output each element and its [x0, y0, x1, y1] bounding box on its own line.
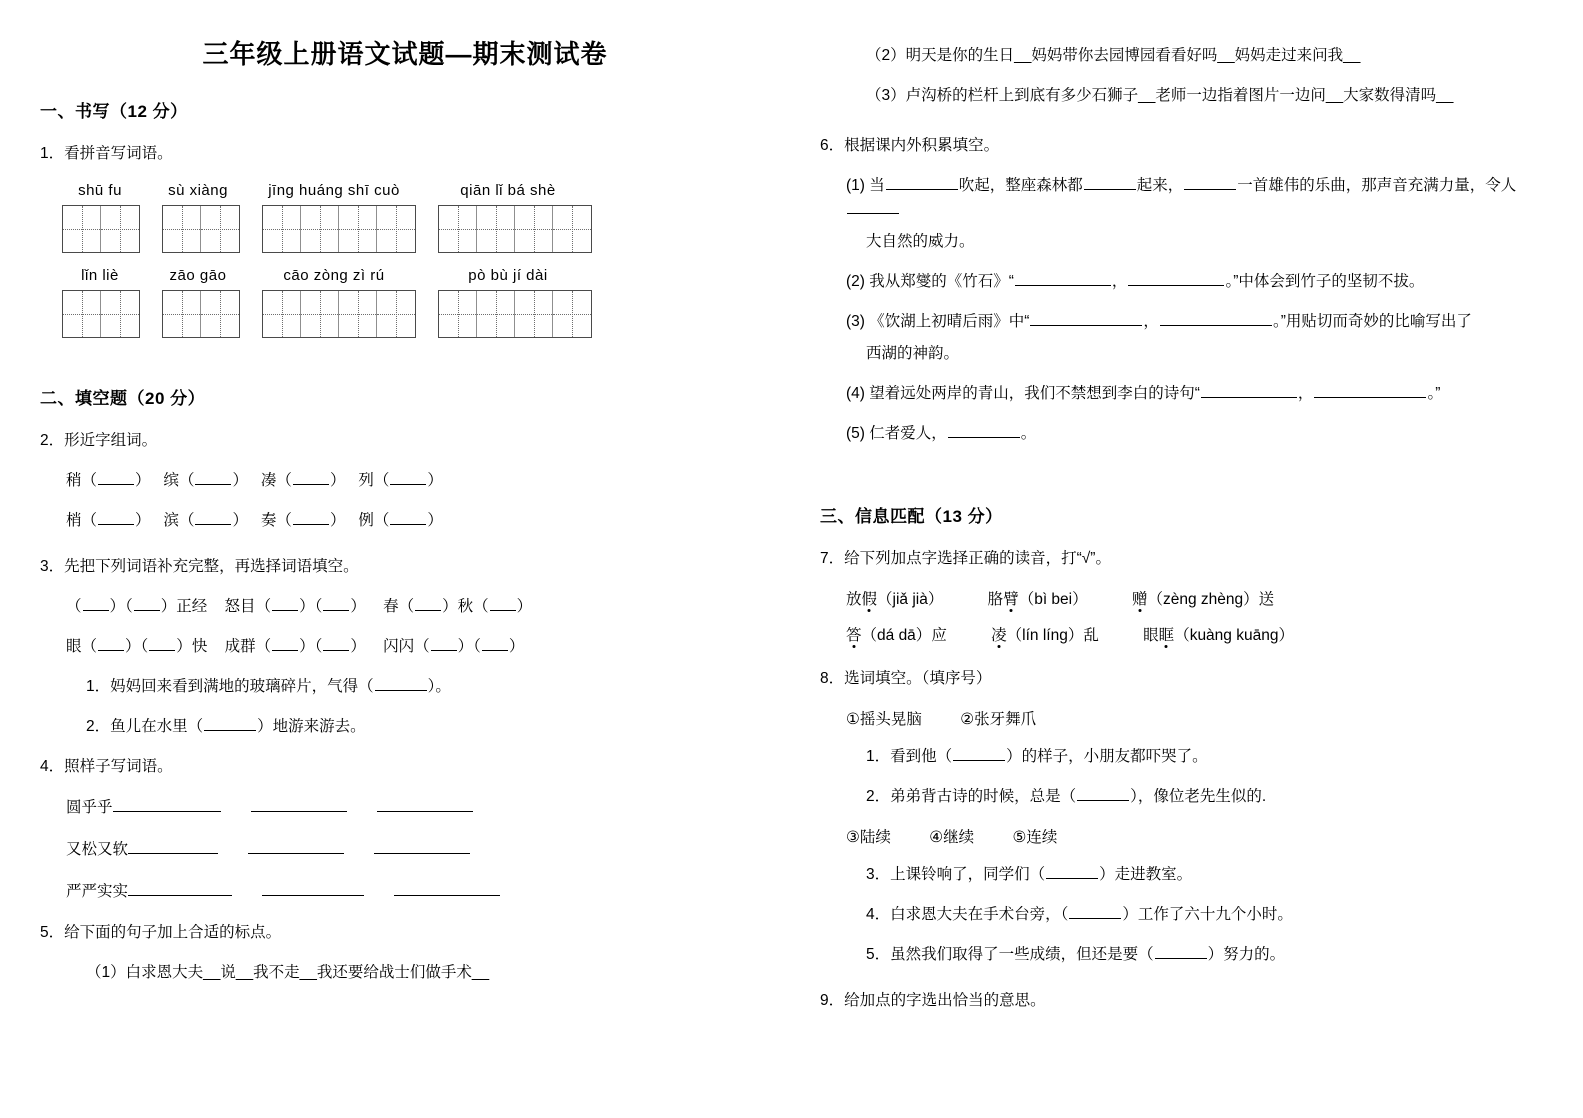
tianzige-box[interactable] — [262, 205, 416, 253]
answer-blank[interactable] — [98, 509, 134, 525]
idiom-fragment: 闪闪 — [383, 638, 415, 656]
answer-blank[interactable] — [1128, 270, 1224, 286]
tianzige-box[interactable] — [62, 205, 140, 253]
tianzige-cell[interactable] — [163, 291, 201, 337]
left-column — [40, 0, 740, 1001]
sentence-text: 。” — [1427, 385, 1441, 403]
question-6-item-3 — [820, 310, 1560, 334]
tianzige-cell[interactable] — [301, 291, 339, 337]
question-3-idioms-line-1: （ ）（ ）正经 怒目（ ）（ ） 春（ ）秋（ ） — [40, 595, 740, 619]
tianzige-cell[interactable] — [301, 206, 339, 252]
sentence-text: 3．上课铃响了，同学们（ — [866, 866, 1046, 884]
answer-blank[interactable] — [248, 839, 344, 854]
sentence-text: ）的样子，小朋友都吓哭了。 — [1006, 748, 1208, 766]
tianzige-cell[interactable] — [263, 206, 301, 252]
writing-grid-row-2[interactable] — [40, 290, 740, 338]
sentence-text: (5) 仁者爱人， — [846, 425, 947, 443]
answer-blank[interactable] — [293, 469, 329, 485]
question-7-row-2 — [820, 623, 1560, 645]
tianzige-box[interactable] — [262, 290, 416, 338]
pinyin-label: lǐn liè — [81, 267, 119, 285]
question-5-stem: 5．给下面的句子加上合适的标点。 — [40, 924, 282, 942]
char-label: 奏 — [260, 512, 277, 530]
answer-blank[interactable] — [272, 635, 298, 651]
question-8-sentence-4 — [820, 903, 1560, 927]
pronunciation-choice[interactable] — [1132, 591, 1274, 608]
question-2-stem: 2．形近字组词。 — [40, 432, 158, 450]
idiom-fragment: 眼 — [66, 638, 82, 656]
answer-blank[interactable] — [323, 635, 349, 651]
answer-blank[interactable] — [482, 635, 508, 651]
writing-grid-row-1[interactable] — [40, 205, 740, 253]
answer-blank[interactable] — [375, 675, 427, 691]
char-label: 例 — [358, 512, 374, 530]
tianzige-box[interactable] — [162, 205, 240, 253]
sentence-text: 1．看到他（ — [866, 748, 953, 766]
tianzige-cell[interactable] — [439, 206, 477, 252]
sentence-text: (1) 当 — [846, 177, 885, 195]
question-4-sample-row-2 — [40, 837, 740, 859]
sentence-text: 1．妈妈回来看到满地的玻璃碎片，气得（ — [86, 678, 374, 696]
pinyin-options[interactable]: （bì bei） — [1018, 591, 1088, 609]
idiom-fragment: 快 — [191, 638, 208, 656]
page-title: 三年级上册语文试题—期末测试卷 — [202, 39, 608, 69]
sample-word: 又松又软 — [66, 841, 129, 859]
section-heading-3: 三、信息匹配（13 分） — [820, 507, 1003, 527]
tianzige-cell[interactable] — [553, 206, 591, 252]
dotted-char: 假 — [862, 587, 878, 609]
question-8-sentence-5 — [820, 943, 1560, 967]
question-8-sentence-2 — [820, 785, 1560, 809]
question-6-item-5 — [820, 422, 1560, 446]
sentence-text: (4) 望着远处两岸的青山，我们不禁想到李白的诗句“ — [846, 385, 1200, 403]
sentence-text: ）。 — [427, 678, 451, 696]
question-2-line-1: 稍（ ） 缤（ ） 凑（ ） 列（ ） — [40, 469, 740, 493]
tianzige-box[interactable] — [438, 290, 592, 338]
sample-word: 严严实实 — [66, 883, 129, 901]
question-6-item-3-cont: 西湖的神韵。 — [866, 345, 960, 363]
idiom-fragment: 正经 — [176, 598, 208, 616]
char-label: 滨 — [163, 512, 179, 530]
section-heading-2: 二、填空题（20 分） — [40, 389, 206, 409]
idiom-fragment: 秋 — [457, 598, 474, 616]
answer-blank[interactable] — [128, 839, 218, 854]
sentence-text: 2．鱼儿在水里（ — [86, 718, 204, 736]
answer-blank[interactable] — [490, 595, 516, 611]
tianzige-cell[interactable] — [201, 206, 239, 252]
sentence-text: 。”用贴切而奇妙的比喻写出了 — [1272, 313, 1472, 331]
sentence-text: 吹起，整座森林都 — [958, 177, 1083, 195]
tianzige-cell[interactable] — [439, 291, 477, 337]
section-heading-1: 一、书写（12 分） — [40, 102, 188, 121]
tianzige-cell[interactable] — [263, 291, 301, 337]
sentence-text: ）走进教室。 — [1099, 866, 1193, 884]
answer-blank[interactable] — [128, 881, 232, 896]
answer-blank[interactable] — [149, 635, 175, 651]
pinyin-label: cāo zòng zì rú — [283, 267, 385, 285]
dotted-char: 臂 — [1003, 587, 1019, 609]
sentence-text: ）地游来游去。 — [257, 718, 366, 736]
answer-blank[interactable] — [195, 509, 231, 525]
char-label: 梢 — [66, 512, 82, 530]
tianzige-cell[interactable] — [515, 291, 553, 337]
pinyin-label: sù xiàng — [168, 182, 228, 200]
answer-blank[interactable] — [1046, 864, 1098, 880]
tianzige-cell[interactable] — [515, 206, 553, 252]
answer-blank[interactable] — [847, 198, 899, 214]
question-3-sentence-2 — [40, 715, 740, 739]
question-6-item-1-cont: 大自然的威力。 — [866, 233, 975, 251]
tianzige-cell[interactable] — [477, 291, 515, 337]
answer-blank[interactable] — [1077, 786, 1129, 802]
char-label: 稍 — [66, 472, 82, 490]
answer-blank[interactable] — [1314, 382, 1426, 398]
answer-blank[interactable] — [390, 509, 426, 525]
tianzige-cell[interactable] — [101, 206, 139, 252]
question-8-sentence-3 — [820, 863, 1560, 887]
tianzige-cell[interactable] — [63, 206, 101, 252]
answer-blank[interactable] — [1084, 174, 1136, 190]
idiom-fragment: 春 — [383, 598, 399, 616]
answer-blank[interactable] — [323, 595, 349, 611]
answer-blank[interactable] — [195, 469, 231, 485]
pinyin-options[interactable]: （zèng zhèng） — [1147, 591, 1259, 609]
answer-blank[interactable] — [374, 839, 470, 854]
dotted-char: 赠 — [1132, 587, 1148, 609]
question-8-options-group-a — [820, 707, 1560, 729]
question-5-item-1: （1）白求恩大夫__说__我不走__我还要给战士们做手术__ — [86, 964, 490, 982]
tianzige-cell[interactable] — [339, 206, 377, 252]
question-6-item-4 — [820, 382, 1560, 406]
question-4-stem: 4．照样子写词语。 — [40, 758, 173, 776]
pronunciation-choice[interactable] — [991, 627, 1099, 644]
pinyin-label: shū fu — [78, 182, 122, 200]
question-8-stem: 8．选词填空。（填序号） — [820, 670, 992, 688]
answer-blank[interactable] — [886, 174, 958, 190]
char-label: 应 — [931, 627, 947, 645]
sentence-text: 4．白求恩大夫在手术台旁，（ — [866, 906, 1069, 924]
sentence-text: 5．虽然我们取得了一些成绩，但还是要（ — [866, 946, 1154, 964]
question-7-row-1 — [820, 587, 1560, 609]
option-item[interactable]: ②张牙舞爪 — [960, 711, 1037, 729]
question-7-stem: 7．给下列加点字选择正确的读音，打“√”。 — [820, 550, 1111, 568]
char-label: 送 — [1258, 591, 1275, 609]
answer-blank[interactable] — [431, 635, 457, 651]
answer-blank[interactable] — [390, 469, 426, 485]
question-8-options-group-b — [820, 825, 1560, 847]
pinyin-label: jīng huáng shī cuò — [268, 182, 400, 200]
answer-blank[interactable] — [394, 881, 500, 896]
option-item[interactable]: ③陆续 — [846, 829, 891, 847]
tianzige-box[interactable] — [62, 290, 140, 338]
answer-blank[interactable] — [98, 635, 124, 651]
tianzige-cell[interactable] — [101, 291, 139, 337]
sentence-text: ），像位老先生似的. — [1130, 788, 1267, 806]
answer-blank[interactable] — [293, 509, 329, 525]
answer-blank[interactable] — [1030, 310, 1142, 326]
pinyin-options[interactable]: （kuàng kuāng） — [1174, 627, 1294, 645]
question-4-sample-row-3 — [40, 879, 740, 901]
answer-blank[interactable] — [83, 595, 109, 611]
sentence-text: ）工作了六十九个小时。 — [1122, 906, 1293, 924]
question-4-sample-row-1 — [40, 795, 740, 817]
sample-word: 圆乎乎 — [66, 799, 113, 817]
option-item[interactable]: ④继续 — [929, 829, 975, 847]
char-label: 凑 — [260, 472, 277, 490]
answer-blank[interactable] — [1069, 904, 1121, 920]
answer-blank[interactable] — [953, 745, 1005, 761]
pinyin-label: qiān lǐ bá shè — [460, 182, 556, 200]
sentence-text: ， — [1111, 273, 1128, 291]
answer-blank[interactable] — [262, 881, 364, 896]
answer-blank[interactable] — [113, 797, 221, 812]
tianzige-cell[interactable] — [477, 206, 515, 252]
answer-blank[interactable] — [948, 422, 1020, 438]
tianzige-cell[interactable] — [201, 291, 239, 337]
answer-blank[interactable] — [251, 797, 347, 812]
sentence-text: ， — [1143, 313, 1159, 331]
question-3-sentence-1 — [40, 675, 740, 699]
tianzige-cell[interactable] — [163, 206, 201, 252]
answer-blank[interactable] — [1201, 382, 1297, 398]
sentence-text: ， — [1297, 385, 1314, 403]
dotted-char: 眶 — [1159, 623, 1175, 645]
answer-blank[interactable] — [1160, 310, 1272, 326]
question-6-stem: 6．根据课内外积累填空。 — [820, 137, 1000, 155]
pronunciation-choice[interactable] — [988, 591, 1088, 608]
pinyin-options[interactable]: （lín líng） — [1006, 627, 1084, 645]
tianzige-cell[interactable] — [377, 291, 415, 337]
question-3-idioms-line-2: 眼（ ）（ ）快 成群（ ）（ ） 闪闪（ ）（ ） — [40, 635, 740, 659]
question-9-stem: 9．给加点的字选出恰当的意思。 — [820, 992, 1046, 1010]
pronunciation-choice[interactable] — [1143, 627, 1294, 644]
char-label: 眼 — [1143, 627, 1159, 645]
sentence-text: 2．弟弟背古诗的时候，总是（ — [866, 788, 1077, 806]
answer-blank[interactable] — [1184, 174, 1236, 190]
tianzige-cell[interactable] — [63, 291, 101, 337]
question-1-stem: 1．看拼音写词语。 — [40, 145, 173, 162]
sentence-text: ）努力的。 — [1207, 946, 1286, 964]
pinyin-label: zāo gāo — [169, 267, 227, 285]
sentence-text: 。 — [1020, 425, 1037, 443]
pinyin-row-2 — [40, 267, 740, 284]
option-item[interactable]: ①摇头晃脑 — [846, 711, 922, 729]
char-label: 缤 — [163, 472, 179, 490]
question-2-line-2: 梢（ ） 滨（ ） 奏（ ） 例（ ） — [40, 509, 740, 533]
pinyin-options[interactable]: （dá dā） — [861, 627, 932, 645]
sentence-text: (2) 我从郑燮的《竹石》“ — [846, 273, 1014, 291]
pronunciation-choice[interactable] — [846, 591, 943, 608]
pinyin-row-1 — [40, 182, 740, 199]
dotted-char: 凌 — [991, 623, 1007, 645]
tianzige-cell[interactable] — [553, 291, 591, 337]
char-label: 乱 — [1083, 627, 1099, 645]
tianzige-box[interactable] — [162, 290, 240, 338]
question-5-item-3: （3）卢沟桥的栏杆上到底有多少石狮子__老师一边指着图片一边问__大家数得清吗__ — [866, 87, 1454, 105]
right-column — [820, 0, 1560, 1029]
char-label: 放 — [846, 591, 862, 609]
pinyin-options[interactable]: （jiǎ jià） — [877, 591, 944, 609]
answer-blank[interactable] — [272, 595, 298, 611]
tianzige-cell[interactable] — [377, 206, 415, 252]
answer-blank[interactable] — [1015, 270, 1111, 286]
idiom-fragment: 成群 — [224, 638, 256, 656]
answer-blank[interactable] — [415, 595, 441, 611]
char-label: 胳 — [987, 591, 1004, 609]
question-8-sentence-1 — [820, 745, 1560, 769]
answer-blank[interactable] — [1155, 944, 1207, 960]
sentence-text: 起来， — [1136, 177, 1184, 195]
question-6-item-2 — [820, 270, 1560, 294]
question-6-item-1 — [820, 174, 1560, 222]
question-5-item-2: （2）明天是你的生日__妈妈带你去园博园看看好吗__妈妈走过来问我__ — [866, 47, 1361, 64]
sentence-text: 。”中体会到竹子的坚韧不拔。 — [1225, 273, 1425, 291]
answer-blank[interactable] — [204, 715, 256, 731]
dotted-char: 答 — [846, 623, 862, 645]
answer-blank[interactable] — [377, 797, 473, 812]
pronunciation-choice[interactable] — [846, 627, 947, 644]
answer-blank[interactable] — [98, 469, 134, 485]
idiom-fragment: 怒目 — [224, 598, 256, 616]
pinyin-label: pò bù jí dài — [468, 267, 548, 285]
sentence-text: 一首雄伟的乐曲，那声音充满力量，令人 — [1237, 177, 1517, 195]
option-item[interactable]: ⑤连续 — [1012, 829, 1058, 847]
tianzige-box[interactable] — [438, 205, 592, 253]
answer-blank[interactable] — [134, 595, 160, 611]
char-label: 列 — [358, 472, 374, 490]
question-3-stem: 3．先把下列词语补充完整，再选择词语填空。 — [40, 558, 359, 576]
sentence-text: (3) 《饮湖上初晴后雨》中“ — [846, 313, 1030, 331]
tianzige-cell[interactable] — [339, 291, 377, 337]
